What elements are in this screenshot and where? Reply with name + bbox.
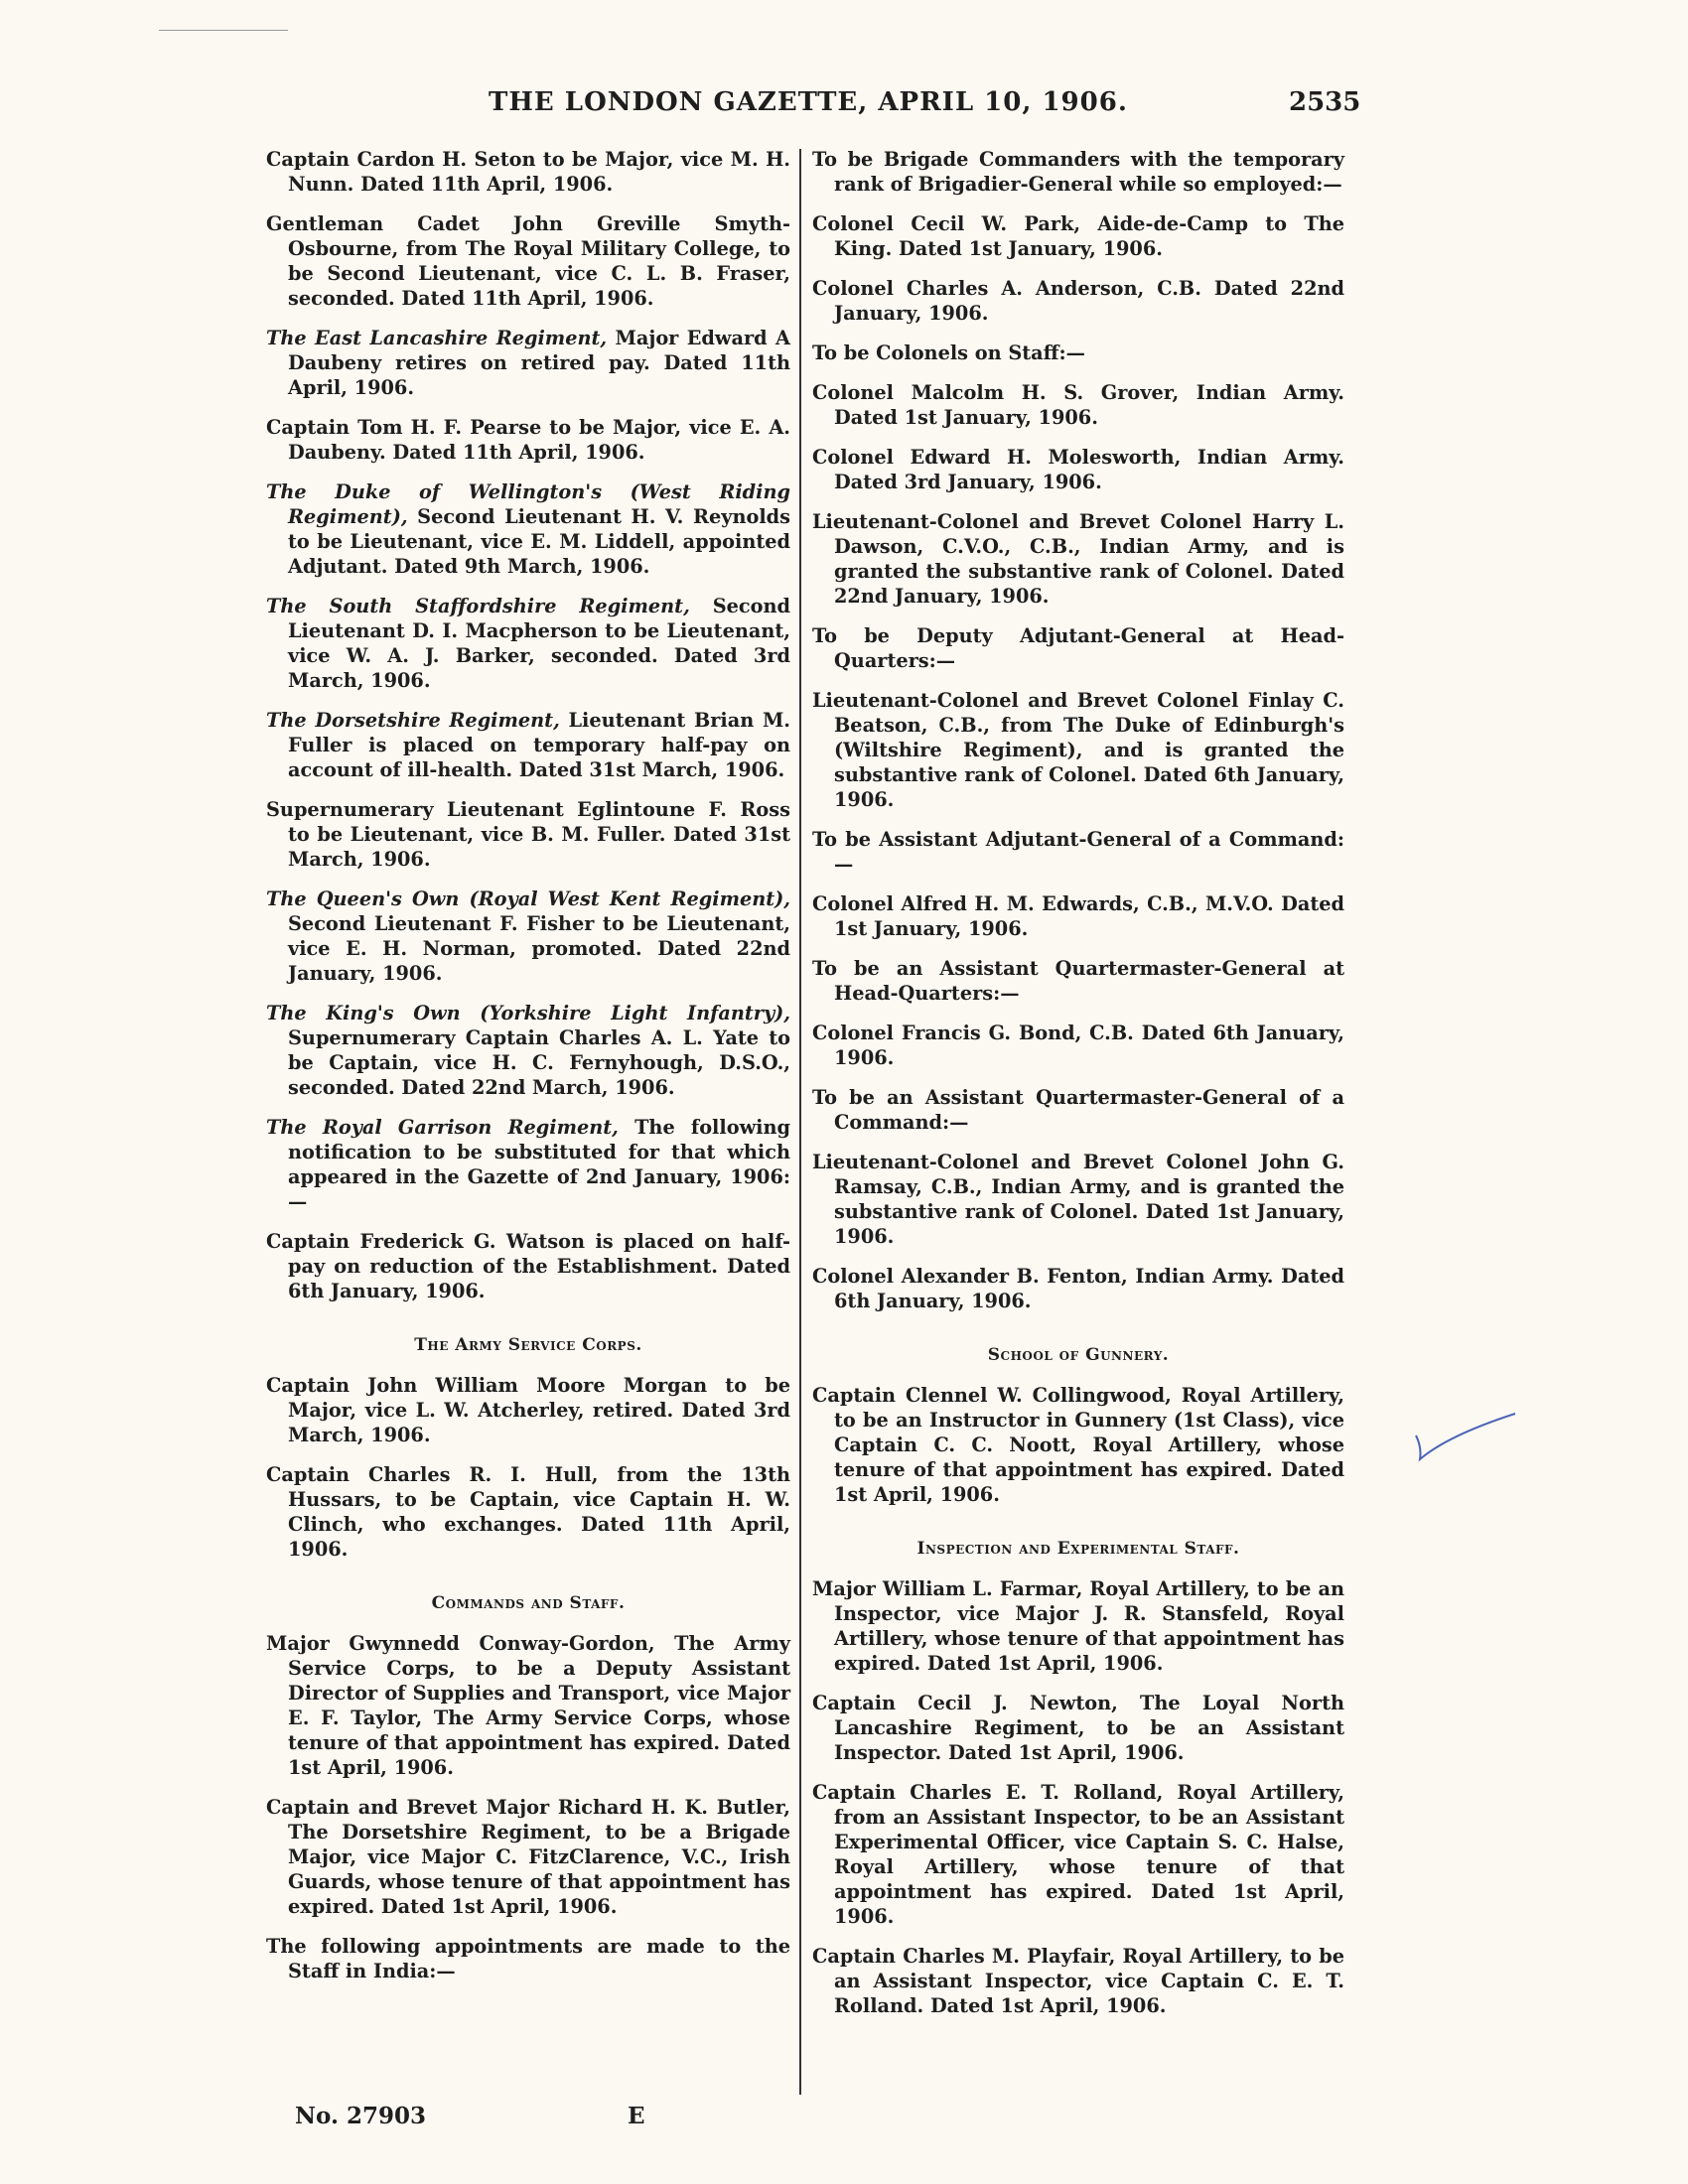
notice-text: The following appointments are made to the Staff in India:— [266, 1935, 790, 1982]
notice-paragraph [266, 1373, 790, 1447]
notice-paragraph [266, 1001, 790, 1100]
notice-text: Lieutenant Brian M. Fuller is placed on temporary half-pay on account of ill-health. Dated 31st March, 1906. [288, 709, 791, 781]
notice-text: Captain Charles R. I. Hull, from the 13th Hussars, to be Captain, vice Captain H. W. Clinch, who exchanges. Dated 11th April, 1906. [266, 1463, 790, 1561]
section-heading: The Army Service Corps. [414, 1335, 642, 1355]
notice-paragraph [266, 887, 790, 986]
notice-text: Colonel Francis G. Bond, C.B. Dated 6th January, 1906. [812, 1022, 1344, 1069]
notice-paragraph [812, 509, 1344, 609]
notice-paragraph [812, 380, 1344, 430]
notice-paragraph [812, 1150, 1344, 1249]
notice-paragraph [812, 688, 1344, 812]
notice-text: To be Brigade Commanders with the temporary rank of Brigadier-General while so employed:— [812, 148, 1344, 196]
notice-paragraph [812, 1021, 1344, 1070]
notice-paragraph [266, 1115, 790, 1214]
notice-paragraph [266, 326, 790, 400]
notice-text: To be Colonels on Staff:— [812, 341, 1085, 364]
notice-paragraph [812, 1576, 1344, 1676]
scan-edge-line [159, 30, 288, 31]
regiment-name: The East Lancashire Regiment, [266, 327, 608, 349]
notice-text: Supernumerary Captain Charles A. L. Yate to be Captain, vice H. C. Fernyhough, D.S.O., seconded. Dated 22nd March, 1906. [288, 1026, 790, 1099]
notice-text: Supernumerary Lieutenant Eglintoune F. Ross to be Lieutenant, vice B. M. Fuller. Dated 31st March, 1906. [266, 798, 790, 871]
notice-text: Captain and Brevet Major Richard H. K. Butler, The Dorsetshire Regiment, to be a Brigade Major, vice Major C. FitzClarence, V.C., Irish Guards, whose tenure of that appointment has expired. Dated 1st April, 1906. [266, 1796, 790, 1918]
notice-paragraph [812, 1944, 1344, 2018]
notice-paragraph [812, 1383, 1344, 1507]
notice-paragraph [812, 147, 1344, 197]
notice-text: Captain Cecil J. Newton, The Loyal North Lancashire Regiment, to be an Assistant Inspector. Dated 1st April, 1906. [812, 1692, 1344, 1764]
notice-paragraph [266, 1462, 790, 1562]
notice-text: Major Gwynnedd Conway-Gordon, The Army Service Corps, to be a Deputy Assistant Director of Supplies and Transport, vice Major E. F. Taylor, The Army Service Corps, whose tenure of that appointment has expired. Dated 1st April, 1906. [266, 1632, 790, 1779]
check-mark-icon [1408, 1408, 1527, 1477]
notice-text: To be an Assistant Quartermaster-General at Head-Quarters:— [812, 957, 1344, 1005]
notice-text: Colonel Alfred H. M. Edwards, C.B., M.V.O. Dated 1st January, 1906. [812, 892, 1344, 940]
notice-paragraph [812, 891, 1344, 941]
notice-text: Captain Charles E. T. Rolland, Royal Artillery, from an Assistant Inspector, to be an Assistant Experimental Officer, vice Captain S. C. Halse, Royal Artillery, whose tenure of that appointment has expired. Dated 1st April, 1906. [812, 1781, 1344, 1928]
notice-text: Lieutenant-Colonel and Brevet Colonel John G. Ramsay, C.B., Indian Army, and is granted the substantive rank of Colonel. Dated 1st January, 1906. [812, 1151, 1344, 1248]
notice-text: Captain Frederick G. Watson is placed on half-pay on reduction of the Establishment. Dated 6th January, 1906. [266, 1230, 790, 1302]
notice-text: Captain Cardon H. Seton to be Major, vice M. H. Nunn. Dated 11th April, 1906. [266, 148, 790, 196]
section-heading: Inspection and Experimental Staff. [916, 1539, 1240, 1559]
notice-text: Second Lieutenant F. Fisher to be Lieutenant, vice E. H. Norman, promoted. Dated 22nd January, 1906. [288, 912, 790, 985]
notice-text: The following notification to be substituted for that which appeared in the Gazette of 2nd January, 1906:— [288, 1116, 790, 1213]
notice-paragraph [812, 211, 1344, 261]
notice-text: To be an Assistant Quartermaster-General of a Command:— [812, 1086, 1344, 1134]
notice-text: Colonel Alexander B. Fenton, Indian Army. Dated 6th January, 1906. [812, 1265, 1344, 1312]
regiment-name: The Dorsetshire Regiment, [266, 709, 560, 732]
notice-text: Captain John William Moore Morgan to be Major, vice L. W. Atcherley, retired. Dated 3rd March, 1906. [266, 1374, 790, 1446]
notice-text: To be Assistant Adjutant-General of a Command:— [812, 828, 1344, 876]
notice-paragraph [266, 708, 790, 782]
left-column [266, 147, 790, 1998]
notice-text: Colonel Cecil W. Park, Aide-de-Camp to The King. Dated 1st January, 1906. [812, 212, 1344, 260]
notice-paragraph [812, 827, 1344, 877]
regiment-name: The South Staffordshire Regiment, [266, 595, 690, 617]
notice-text: Colonel Malcolm H. S. Grover, Indian Army. Dated 1st January, 1906. [812, 381, 1344, 429]
notice-paragraph [266, 479, 790, 579]
signature-letter: E [628, 2103, 645, 2129]
notice-text: To be Deputy Adjutant-General at Head-Quarters:— [812, 624, 1344, 672]
notice-text: Colonel Charles A. Anderson, C.B. Dated 22nd January, 1906. [812, 277, 1344, 325]
notice-paragraph [266, 1631, 790, 1780]
notice-paragraph [266, 1934, 790, 1983]
section-heading: Commands and Staff. [431, 1593, 626, 1613]
regiment-name: The Queen's Own (Royal West Kent Regiment), [266, 887, 790, 910]
notice-paragraph [812, 1691, 1344, 1765]
issue-number: No. 27903 [295, 2103, 426, 2129]
section-heading: School of Gunnery. [987, 1345, 1170, 1365]
notice-text: Captain Clennel W. Collingwood, Royal Artillery, to be an Instructor in Gunnery (1st Class), vice Captain C. C. Noott, Royal Artillery, whose tenure of that appointment has expired. Dated 1st April, 1906. [812, 1384, 1344, 1506]
notice-text: Gentleman Cadet John Greville Smyth-Osbourne, from The Royal Military College, to be Second Lieutenant, vice C. L. B. Fraser, seconded. Dated 11th April, 1906. [266, 212, 790, 310]
page-number: 2535 [1289, 87, 1361, 117]
regiment-name: The Royal Garrison Regiment, [266, 1116, 619, 1139]
notice-text: Captain Charles M. Playfair, Royal Artillery, to be an Assistant Inspector, vice Captain C. E. T. Rolland. Dated 1st April, 1906. [812, 1945, 1344, 2017]
notice-text: Major William L. Farmar, Royal Artillery, to be an Inspector, vice Major J. R. Stansfeld, Royal Artillery, whose tenure of that appointment has expired. Dated 1st April, 1906. [812, 1577, 1345, 1675]
notice-paragraph [812, 445, 1344, 494]
regiment-name: The Duke of Wellington's (West Riding Regiment), [266, 480, 790, 528]
notice-text: Lieutenant-Colonel and Brevet Colonel Harry L. Dawson, C.V.O., C.B., Indian Army, and is granted the substantive rank of Colonel. Dated 22nd January, 1906. [812, 510, 1344, 608]
right-column [812, 147, 1344, 2033]
notice-text: Colonel Edward H. Molesworth, Indian Army. Dated 3rd January, 1906. [812, 446, 1344, 493]
notice-paragraph [812, 1780, 1344, 1929]
notice-paragraph [266, 797, 790, 872]
notice-paragraph [266, 415, 790, 465]
notice-paragraph [266, 1229, 790, 1303]
page-header [0, 87, 1688, 127]
notice-paragraph [266, 211, 790, 311]
notice-paragraph [812, 276, 1344, 326]
notice-text: Captain Tom H. F. Pearse to be Major, vice E. A. Daubeny. Dated 11th April, 1906. [266, 416, 790, 464]
regiment-name: The King's Own (Yorkshire Light Infantry), [266, 1002, 790, 1024]
notice-paragraph [266, 594, 790, 693]
notice-paragraph [266, 147, 790, 197]
notice-text: Major Edward A Daubeny retires on retired pay. Dated 11th April, 1906. [288, 327, 790, 399]
notice-paragraph [812, 956, 1344, 1006]
notice-paragraph [812, 341, 1344, 365]
column-divider [799, 149, 801, 2095]
notice-paragraph [812, 623, 1344, 673]
notice-paragraph [812, 1264, 1344, 1313]
notice-paragraph [812, 1085, 1344, 1135]
notice-text: Second Lieutenant D. I. Macpherson to be Lieutenant, vice W. A. J. Barker, seconded. Dated 3rd March, 1906. [288, 595, 790, 692]
notice-paragraph [266, 1795, 790, 1919]
gazette-title: THE LONDON GAZETTE, APRIL 10, 1906. [489, 87, 1128, 117]
notice-text: Second Lieutenant H. V. Reynolds to be Lieutenant, vice E. M. Liddell, appointed Adjutant. Dated 9th March, 1906. [288, 505, 790, 578]
notice-text: Lieutenant-Colonel and Brevet Colonel Finlay C. Beatson, C.B., from The Duke of Edinburgh's (Wiltshire Regiment), and is granted the substantive rank of Colonel. Dated 6th January, 1906. [812, 689, 1344, 811]
